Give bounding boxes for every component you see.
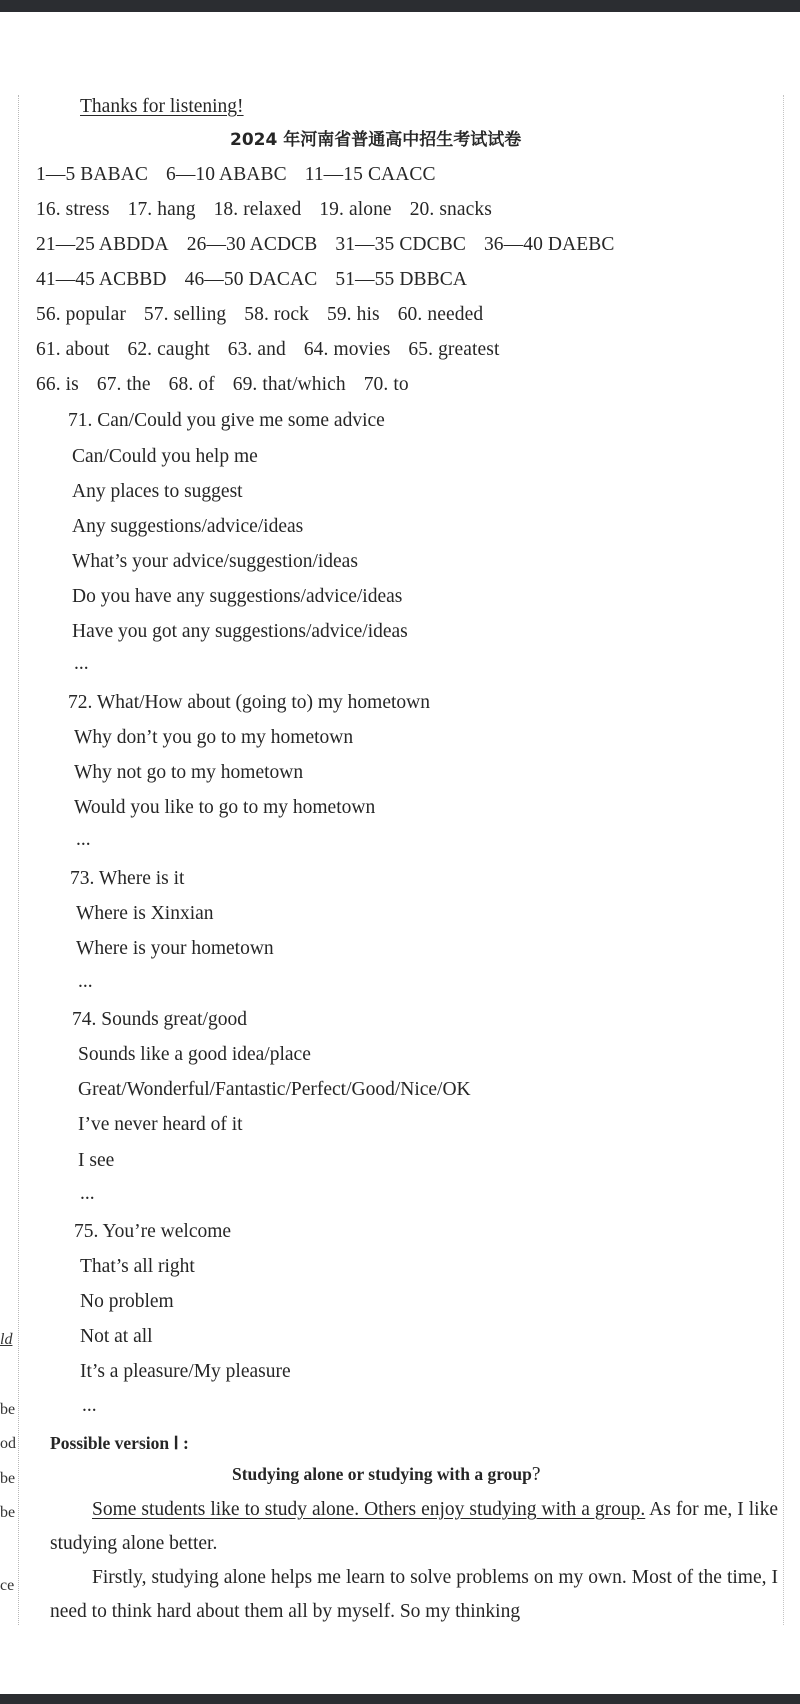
answer-item: 17. hang: [127, 199, 196, 220]
q74-ellipsis: ...: [80, 1183, 95, 1204]
answer-item: 67. the: [96, 374, 151, 395]
q71-ellipsis: ...: [74, 653, 89, 674]
q71-alt: Can/Could you help me: [72, 446, 258, 467]
answer-item: 20. snacks: [409, 199, 492, 220]
section-title: 2024 年河南省普通高中招生考试试卷: [230, 130, 522, 150]
answer-row-7: [36, 373, 409, 397]
q72-alt: Why not go to my hometown: [74, 762, 304, 783]
answer-group: 36—40 DAEBC: [483, 234, 615, 255]
essay-title-text: Studying alone or studying with a group: [232, 1464, 532, 1484]
answer-item: 70. to: [363, 374, 409, 395]
q72-alt: Why don’t you go to my hometown: [74, 727, 354, 748]
left-margin-fragment: be: [0, 1470, 16, 1487]
answer-row-5: [36, 303, 483, 327]
possible-version-label: Possible version Ⅰ :: [50, 1433, 189, 1453]
answer-row-1: [36, 163, 436, 187]
bottom-scan-edge: [0, 1694, 800, 1704]
q71-alt: Do you have any suggestions/advice/ideas: [72, 586, 403, 607]
answer-row-4: [36, 268, 467, 292]
answer-group: 6—10 ABABC: [165, 164, 287, 185]
q72-answer: 72. What/How about (going to) my hometown: [68, 692, 430, 713]
answer-group: 1—5 BABAC: [36, 164, 148, 185]
answer-item: 19. alone: [319, 199, 392, 220]
answer-item: 56. popular: [36, 304, 126, 325]
q73-ellipsis: ...: [78, 971, 93, 992]
q75-ellipsis: ...: [82, 1395, 97, 1416]
answer-item: 60. needed: [397, 304, 484, 325]
answer-item: 59. his: [326, 304, 380, 325]
answer-item: 62. caught: [127, 339, 210, 360]
left-margin-fragment: be: [0, 1401, 16, 1418]
left-margin-fragment: ce: [0, 1577, 15, 1594]
answer-group: 11—15 CAACC: [304, 164, 436, 185]
answer-item: 58. rock: [244, 304, 309, 325]
answer-item: 18. relaxed: [213, 199, 302, 220]
answer-item: 64. movies: [303, 339, 391, 360]
header-line: Thanks for listening!: [80, 96, 244, 117]
answer-item: 66. is: [36, 374, 79, 395]
q74-alt: Great/Wonderful/Fantastic/Perfect/Good/Nice/OK: [78, 1079, 471, 1100]
q74-alt: I’ve never heard of it: [78, 1114, 243, 1135]
q72-alt: Would you like to go to my hometown: [74, 797, 376, 818]
essay-sentence: As for me, I like studying alone better.: [50, 1499, 778, 1554]
answer-item: 69. that/which: [232, 374, 346, 395]
essay-paragraph-2: Firstly, studying alone helps me learn to solve problems on my own. Most of the time, I need to think hard about them all by myself. So my thinking: [50, 1567, 778, 1622]
essay-paragraph-1: [50, 1493, 778, 1561]
left-margin-fragment: be: [0, 1504, 16, 1521]
q75-alt: It’s a pleasure/My pleasure: [80, 1361, 291, 1382]
answer-item: 16. stress: [36, 199, 110, 220]
q73-answer: 73. Where is it: [70, 868, 185, 889]
answer-item: 63. and: [227, 339, 286, 360]
q75-answer: 75. You’re welcome: [74, 1221, 232, 1242]
q75-alt: Not at all: [80, 1326, 153, 1347]
essay-underlined-sentence: Some students like to study alone. Others enjoy studying with a group.: [92, 1499, 646, 1520]
answer-item: 68. of: [168, 374, 215, 395]
q73-alt: Where is your hometown: [76, 938, 274, 959]
answer-row-6: [36, 338, 500, 362]
q71-alt: What’s your advice/suggestion/ideas: [72, 551, 358, 572]
q74-answer: 74. Sounds great/good: [72, 1009, 247, 1030]
answer-group: 31—35 CDCBC: [335, 234, 466, 255]
q74-alt: Sounds like a good idea/place: [78, 1044, 311, 1065]
answer-group: 26—30 ACDCB: [186, 234, 318, 255]
answer-row-3: [36, 233, 615, 257]
answer-group: 21—25 ABDDA: [36, 234, 169, 255]
left-margin-fragment: od: [0, 1435, 16, 1452]
left-margin-fragment: ld: [0, 1331, 13, 1348]
q75-alt: No problem: [80, 1291, 174, 1312]
essay-title: [232, 1462, 541, 1487]
q73-alt: Where is Xinxian: [76, 903, 214, 924]
q75-alt: That’s all right: [80, 1256, 195, 1277]
answer-item: 57. selling: [143, 304, 227, 325]
q71-alt: Any places to suggest: [72, 481, 243, 502]
q72-ellipsis: ...: [76, 829, 91, 850]
answer-row-2: [36, 198, 492, 222]
answer-group: 46—50 DACAC: [184, 269, 318, 290]
answer-group: 41—45 ACBBD: [36, 269, 167, 290]
answer-group: 51—55 DBBCA: [335, 269, 468, 290]
essay-title-mark: ?: [531, 1464, 541, 1485]
answer-item: 61. about: [36, 339, 110, 360]
q71-alt: Have you got any suggestions/advice/ideas: [72, 621, 408, 642]
q71-alt: Any suggestions/advice/ideas: [72, 516, 304, 537]
q71-answer: 71. Can/Could you give me some advice: [68, 410, 385, 431]
q74-alt: I see: [78, 1150, 115, 1171]
answer-item: 65. greatest: [408, 339, 500, 360]
